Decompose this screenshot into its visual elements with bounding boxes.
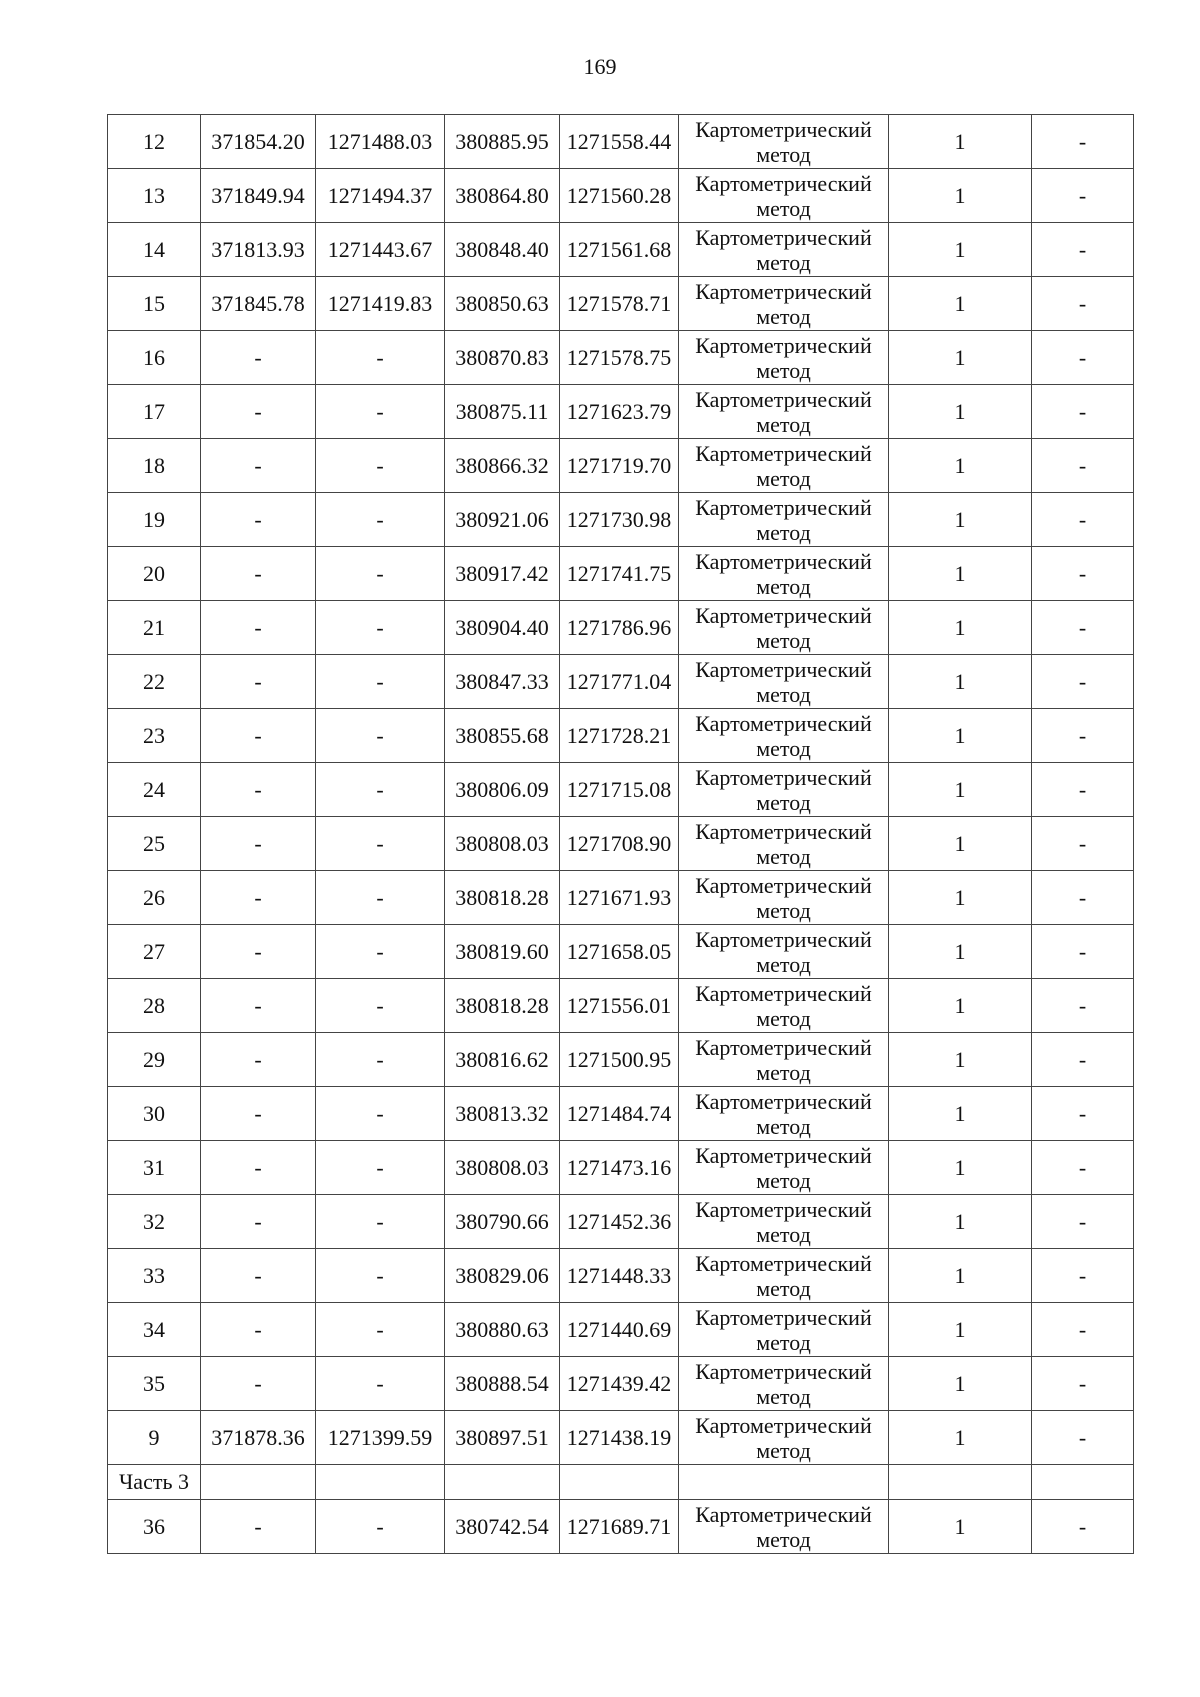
method-line-1: Картометрический (695, 818, 872, 844)
x-new-cell: 380875.11 (445, 385, 560, 439)
note-cell: - (1032, 1303, 1134, 1357)
x-existing-cell: - (201, 763, 316, 817)
y-existing-cell: - (316, 817, 445, 871)
method-line-1: Картометрический (695, 656, 872, 682)
x-new-cell: 380829.06 (445, 1249, 560, 1303)
method-cell (679, 1195, 889, 1249)
note-cell: - (1032, 925, 1134, 979)
table-row (108, 1195, 1134, 1249)
method-line-1: Картометрический (695, 1250, 872, 1276)
x-existing-cell: - (201, 1033, 316, 1087)
accuracy-cell: 1 (889, 817, 1032, 871)
note-cell: - (1032, 547, 1134, 601)
method-cell (679, 169, 889, 223)
method-line-2: метод (756, 1437, 811, 1463)
method-cell (679, 979, 889, 1033)
y-new-cell: 1271708.90 (560, 817, 679, 871)
method-line-2: метод (756, 1167, 811, 1193)
part-header-row (108, 1465, 1134, 1500)
method-line-1: Картометрический (695, 332, 872, 358)
table-row (108, 601, 1134, 655)
x-new-cell: 380904.40 (445, 601, 560, 655)
method-line-2: метод (756, 519, 811, 545)
method-line-1: Картометрический (695, 1088, 872, 1114)
y-new-cell: 1271719.70 (560, 439, 679, 493)
accuracy-cell: 1 (889, 1087, 1032, 1141)
table-row (108, 385, 1134, 439)
point-number-cell: 24 (108, 763, 201, 817)
method-line-1: Картометрический (695, 170, 872, 196)
x-new-cell: 380864.80 (445, 169, 560, 223)
method-line-2: метод (756, 951, 811, 977)
point-number-cell: 25 (108, 817, 201, 871)
x-new-cell: 380888.54 (445, 1357, 560, 1411)
method-line-2: метод (756, 681, 811, 707)
x-existing-cell: - (201, 439, 316, 493)
x-new-cell: 380742.54 (445, 1500, 560, 1554)
y-existing-cell: 1271399.59 (316, 1411, 445, 1465)
note-cell: - (1032, 1249, 1134, 1303)
x-existing-cell: - (201, 1303, 316, 1357)
method-line-1: Картометрический (695, 1412, 872, 1438)
method-line-1: Картометрический (695, 602, 872, 628)
method-line-1: Картометрический (695, 278, 872, 304)
point-number-cell: 30 (108, 1087, 201, 1141)
accuracy-cell: 1 (889, 493, 1032, 547)
point-number-cell: 23 (108, 709, 201, 763)
accuracy-cell: 1 (889, 1357, 1032, 1411)
point-number-cell: 22 (108, 655, 201, 709)
note-cell: - (1032, 871, 1134, 925)
point-number-cell: 21 (108, 601, 201, 655)
x-new-cell: 380819.60 (445, 925, 560, 979)
table-row (108, 763, 1134, 817)
empty-cell (445, 1465, 560, 1500)
method-cell (679, 1500, 889, 1554)
accuracy-cell: 1 (889, 1195, 1032, 1249)
x-existing-cell: - (201, 1141, 316, 1195)
method-line-2: метод (756, 843, 811, 869)
point-number-cell: 34 (108, 1303, 201, 1357)
method-cell (679, 1249, 889, 1303)
y-existing-cell: - (316, 601, 445, 655)
method-line-1: Картометрический (695, 548, 872, 574)
method-line-2: метод (756, 1221, 811, 1247)
coordinates-table (107, 114, 1134, 1554)
method-line-2: метод (756, 789, 811, 815)
y-existing-cell: - (316, 547, 445, 601)
x-existing-cell: 371845.78 (201, 277, 316, 331)
method-line-2: метод (756, 303, 811, 329)
method-line-1: Картометрический (695, 980, 872, 1006)
y-new-cell: 1271578.71 (560, 277, 679, 331)
point-number-cell: 14 (108, 223, 201, 277)
x-existing-cell: 371849.94 (201, 169, 316, 223)
x-existing-cell: - (201, 1195, 316, 1249)
method-line-1: Картометрический (695, 440, 872, 466)
y-existing-cell: - (316, 925, 445, 979)
point-number-cell: 18 (108, 439, 201, 493)
x-existing-cell: - (201, 817, 316, 871)
table-row (108, 925, 1134, 979)
accuracy-cell: 1 (889, 547, 1032, 601)
page-number: 169 (583, 54, 617, 79)
method-line-1: Картометрический (695, 1196, 872, 1222)
accuracy-cell: 1 (889, 709, 1032, 763)
x-existing-cell: - (201, 871, 316, 925)
part-label-cell: Часть 3 (108, 1465, 201, 1500)
y-new-cell: 1271689.71 (560, 1500, 679, 1554)
point-number-cell: 33 (108, 1249, 201, 1303)
x-new-cell: 380870.83 (445, 331, 560, 385)
method-line-2: метод (756, 1059, 811, 1085)
y-existing-cell: - (316, 1141, 445, 1195)
x-new-cell: 380880.63 (445, 1303, 560, 1357)
y-existing-cell: - (316, 493, 445, 547)
point-number-cell: 27 (108, 925, 201, 979)
table-row (108, 1411, 1134, 1465)
y-new-cell: 1271452.36 (560, 1195, 679, 1249)
accuracy-cell: 1 (889, 763, 1032, 817)
table-row (108, 1303, 1134, 1357)
x-new-cell: 380850.63 (445, 277, 560, 331)
point-number-cell: 20 (108, 547, 201, 601)
table-row (108, 223, 1134, 277)
x-new-cell: 380790.66 (445, 1195, 560, 1249)
accuracy-cell: 1 (889, 331, 1032, 385)
y-existing-cell: - (316, 979, 445, 1033)
point-number-cell: 29 (108, 1033, 201, 1087)
x-new-cell: 380813.32 (445, 1087, 560, 1141)
x-existing-cell: - (201, 1357, 316, 1411)
point-number-cell: 26 (108, 871, 201, 925)
empty-cell (889, 1465, 1032, 1500)
x-existing-cell: - (201, 601, 316, 655)
y-new-cell: 1271741.75 (560, 547, 679, 601)
accuracy-cell: 1 (889, 439, 1032, 493)
x-existing-cell: - (201, 709, 316, 763)
accuracy-cell: 1 (889, 601, 1032, 655)
x-new-cell: 380855.68 (445, 709, 560, 763)
x-new-cell: 380816.62 (445, 1033, 560, 1087)
method-line-1: Картометрический (695, 764, 872, 790)
method-line-2: метод (756, 573, 811, 599)
method-line-2: метод (756, 1383, 811, 1409)
method-cell (679, 871, 889, 925)
method-cell (679, 1141, 889, 1195)
accuracy-cell: 1 (889, 223, 1032, 277)
table-row (108, 439, 1134, 493)
table-row (108, 1033, 1134, 1087)
y-existing-cell: - (316, 1087, 445, 1141)
point-number-cell: 12 (108, 115, 201, 169)
method-line-2: метод (756, 1275, 811, 1301)
note-cell: - (1032, 493, 1134, 547)
note-cell: - (1032, 1195, 1134, 1249)
method-line-2: метод (756, 195, 811, 221)
note-cell: - (1032, 763, 1134, 817)
x-new-cell: 380818.28 (445, 871, 560, 925)
point-number-cell: 28 (108, 979, 201, 1033)
method-line-2: метод (756, 1113, 811, 1139)
y-new-cell: 1271715.08 (560, 763, 679, 817)
accuracy-cell: 1 (889, 655, 1032, 709)
method-cell (679, 709, 889, 763)
x-existing-cell: - (201, 655, 316, 709)
y-existing-cell: - (316, 1249, 445, 1303)
table-body (108, 115, 1134, 1554)
method-cell (679, 115, 889, 169)
note-cell: - (1032, 1141, 1134, 1195)
y-existing-cell: 1271419.83 (316, 277, 445, 331)
table-row (108, 493, 1134, 547)
accuracy-cell: 1 (889, 277, 1032, 331)
note-cell: - (1032, 817, 1134, 871)
y-existing-cell: 1271488.03 (316, 115, 445, 169)
y-new-cell: 1271473.16 (560, 1141, 679, 1195)
y-new-cell: 1271578.75 (560, 331, 679, 385)
table-row (108, 1500, 1134, 1554)
note-cell: - (1032, 223, 1134, 277)
method-cell (679, 223, 889, 277)
x-existing-cell: 371878.36 (201, 1411, 316, 1465)
x-new-cell: 380897.51 (445, 1411, 560, 1465)
note-cell: - (1032, 169, 1134, 223)
method-line-2: метод (756, 735, 811, 761)
method-cell (679, 925, 889, 979)
point-number-cell: 35 (108, 1357, 201, 1411)
y-new-cell: 1271448.33 (560, 1249, 679, 1303)
table-row (108, 1357, 1134, 1411)
x-existing-cell: - (201, 979, 316, 1033)
empty-cell (560, 1465, 679, 1500)
table-row (108, 547, 1134, 601)
method-line-2: метод (756, 627, 811, 653)
point-number-cell: 32 (108, 1195, 201, 1249)
point-number-cell: 31 (108, 1141, 201, 1195)
accuracy-cell: 1 (889, 925, 1032, 979)
x-new-cell: 380866.32 (445, 439, 560, 493)
method-line-2: метод (756, 411, 811, 437)
method-cell (679, 1087, 889, 1141)
method-line-2: метод (756, 357, 811, 383)
method-line-1: Картометрический (695, 494, 872, 520)
method-line-1: Картометрический (695, 1034, 872, 1060)
method-cell (679, 439, 889, 493)
accuracy-cell: 1 (889, 1141, 1032, 1195)
x-new-cell: 380848.40 (445, 223, 560, 277)
note-cell: - (1032, 655, 1134, 709)
method-line-1: Картометрический (695, 386, 872, 412)
y-existing-cell: 1271443.67 (316, 223, 445, 277)
x-new-cell: 380847.33 (445, 655, 560, 709)
point-number-cell: 9 (108, 1411, 201, 1465)
method-line-1: Картометрический (695, 926, 872, 952)
x-new-cell: 380885.95 (445, 115, 560, 169)
method-line-2: метод (756, 249, 811, 275)
accuracy-cell: 1 (889, 871, 1032, 925)
table-row (108, 115, 1134, 169)
note-cell: - (1032, 439, 1134, 493)
x-existing-cell: 371854.20 (201, 115, 316, 169)
note-cell: - (1032, 277, 1134, 331)
method-line-2: метод (756, 465, 811, 491)
point-number-cell: 13 (108, 169, 201, 223)
method-line-2: метод (756, 1329, 811, 1355)
accuracy-cell: 1 (889, 1033, 1032, 1087)
table-row (108, 709, 1134, 763)
y-existing-cell: - (316, 1303, 445, 1357)
y-existing-cell: - (316, 1500, 445, 1554)
y-new-cell: 1271771.04 (560, 655, 679, 709)
y-existing-cell: - (316, 385, 445, 439)
table-row (108, 277, 1134, 331)
x-existing-cell: - (201, 547, 316, 601)
table-row (108, 655, 1134, 709)
note-cell: - (1032, 709, 1134, 763)
table-row (108, 817, 1134, 871)
table-row (108, 1249, 1134, 1303)
x-new-cell: 380921.06 (445, 493, 560, 547)
x-new-cell: 380917.42 (445, 547, 560, 601)
method-cell (679, 1033, 889, 1087)
accuracy-cell: 1 (889, 385, 1032, 439)
y-existing-cell: - (316, 709, 445, 763)
x-existing-cell: 371813.93 (201, 223, 316, 277)
y-existing-cell: - (316, 655, 445, 709)
method-cell (679, 817, 889, 871)
method-cell (679, 547, 889, 601)
note-cell: - (1032, 601, 1134, 655)
table-row (108, 331, 1134, 385)
y-existing-cell: - (316, 439, 445, 493)
y-new-cell: 1271439.42 (560, 1357, 679, 1411)
y-new-cell: 1271440.69 (560, 1303, 679, 1357)
y-existing-cell: 1271494.37 (316, 169, 445, 223)
method-line-1: Картометрический (695, 224, 872, 250)
method-line-1: Картометрический (695, 710, 872, 736)
method-cell (679, 385, 889, 439)
method-line-1: Картометрический (695, 1142, 872, 1168)
y-existing-cell: - (316, 1195, 445, 1249)
y-new-cell: 1271658.05 (560, 925, 679, 979)
note-cell: - (1032, 115, 1134, 169)
method-cell (679, 493, 889, 547)
accuracy-cell: 1 (889, 1500, 1032, 1554)
note-cell: - (1032, 1033, 1134, 1087)
method-line-1: Картометрический (695, 1358, 872, 1384)
point-number-cell: 17 (108, 385, 201, 439)
empty-cell (1032, 1465, 1134, 1500)
x-existing-cell: - (201, 1087, 316, 1141)
method-line-1: Картометрический (695, 1501, 872, 1527)
y-new-cell: 1271484.74 (560, 1087, 679, 1141)
method-cell (679, 1303, 889, 1357)
point-number-cell: 15 (108, 277, 201, 331)
note-cell: - (1032, 1357, 1134, 1411)
accuracy-cell: 1 (889, 1249, 1032, 1303)
y-existing-cell: - (316, 763, 445, 817)
empty-cell (316, 1465, 445, 1500)
y-new-cell: 1271786.96 (560, 601, 679, 655)
method-line-2: метод (756, 1005, 811, 1031)
x-existing-cell: - (201, 385, 316, 439)
table-row (108, 979, 1134, 1033)
y-new-cell: 1271623.79 (560, 385, 679, 439)
accuracy-cell: 1 (889, 979, 1032, 1033)
x-new-cell: 380808.03 (445, 817, 560, 871)
y-new-cell: 1271556.01 (560, 979, 679, 1033)
note-cell: - (1032, 385, 1134, 439)
accuracy-cell: 1 (889, 169, 1032, 223)
y-new-cell: 1271560.28 (560, 169, 679, 223)
x-new-cell: 380806.09 (445, 763, 560, 817)
empty-cell (679, 1465, 889, 1500)
y-new-cell: 1271728.21 (560, 709, 679, 763)
method-line-1: Картометрический (695, 1304, 872, 1330)
note-cell: - (1032, 1411, 1134, 1465)
method-cell (679, 601, 889, 655)
y-new-cell: 1271500.95 (560, 1033, 679, 1087)
method-line-2: метод (756, 141, 811, 167)
accuracy-cell: 1 (889, 115, 1032, 169)
table-row (108, 1141, 1134, 1195)
note-cell: - (1032, 979, 1134, 1033)
note-cell: - (1032, 1500, 1134, 1554)
method-line-2: метод (756, 897, 811, 923)
empty-cell (201, 1465, 316, 1500)
method-line-1: Картометрический (695, 116, 872, 142)
x-new-cell: 380808.03 (445, 1141, 560, 1195)
table-row (108, 1087, 1134, 1141)
y-new-cell: 1271438.19 (560, 1411, 679, 1465)
method-cell (679, 1411, 889, 1465)
accuracy-cell: 1 (889, 1303, 1032, 1357)
x-existing-cell: - (201, 1500, 316, 1554)
method-cell (679, 1357, 889, 1411)
table-row (108, 871, 1134, 925)
y-new-cell: 1271671.93 (560, 871, 679, 925)
method-cell (679, 763, 889, 817)
y-existing-cell: - (316, 871, 445, 925)
y-existing-cell: - (316, 1357, 445, 1411)
method-line-1: Картометрический (695, 872, 872, 898)
method-cell (679, 277, 889, 331)
table-row (108, 169, 1134, 223)
x-existing-cell: - (201, 331, 316, 385)
y-new-cell: 1271561.68 (560, 223, 679, 277)
point-number-cell: 16 (108, 331, 201, 385)
x-new-cell: 380818.28 (445, 979, 560, 1033)
y-new-cell: 1271558.44 (560, 115, 679, 169)
accuracy-cell: 1 (889, 1411, 1032, 1465)
note-cell: - (1032, 1087, 1134, 1141)
point-number-cell: 36 (108, 1500, 201, 1554)
x-existing-cell: - (201, 925, 316, 979)
method-line-2: метод (756, 1526, 811, 1552)
x-existing-cell: - (201, 493, 316, 547)
y-existing-cell: - (316, 331, 445, 385)
point-number-cell: 19 (108, 493, 201, 547)
y-existing-cell: - (316, 1033, 445, 1087)
x-existing-cell: - (201, 1249, 316, 1303)
method-cell (679, 331, 889, 385)
method-cell (679, 655, 889, 709)
y-new-cell: 1271730.98 (560, 493, 679, 547)
note-cell: - (1032, 331, 1134, 385)
